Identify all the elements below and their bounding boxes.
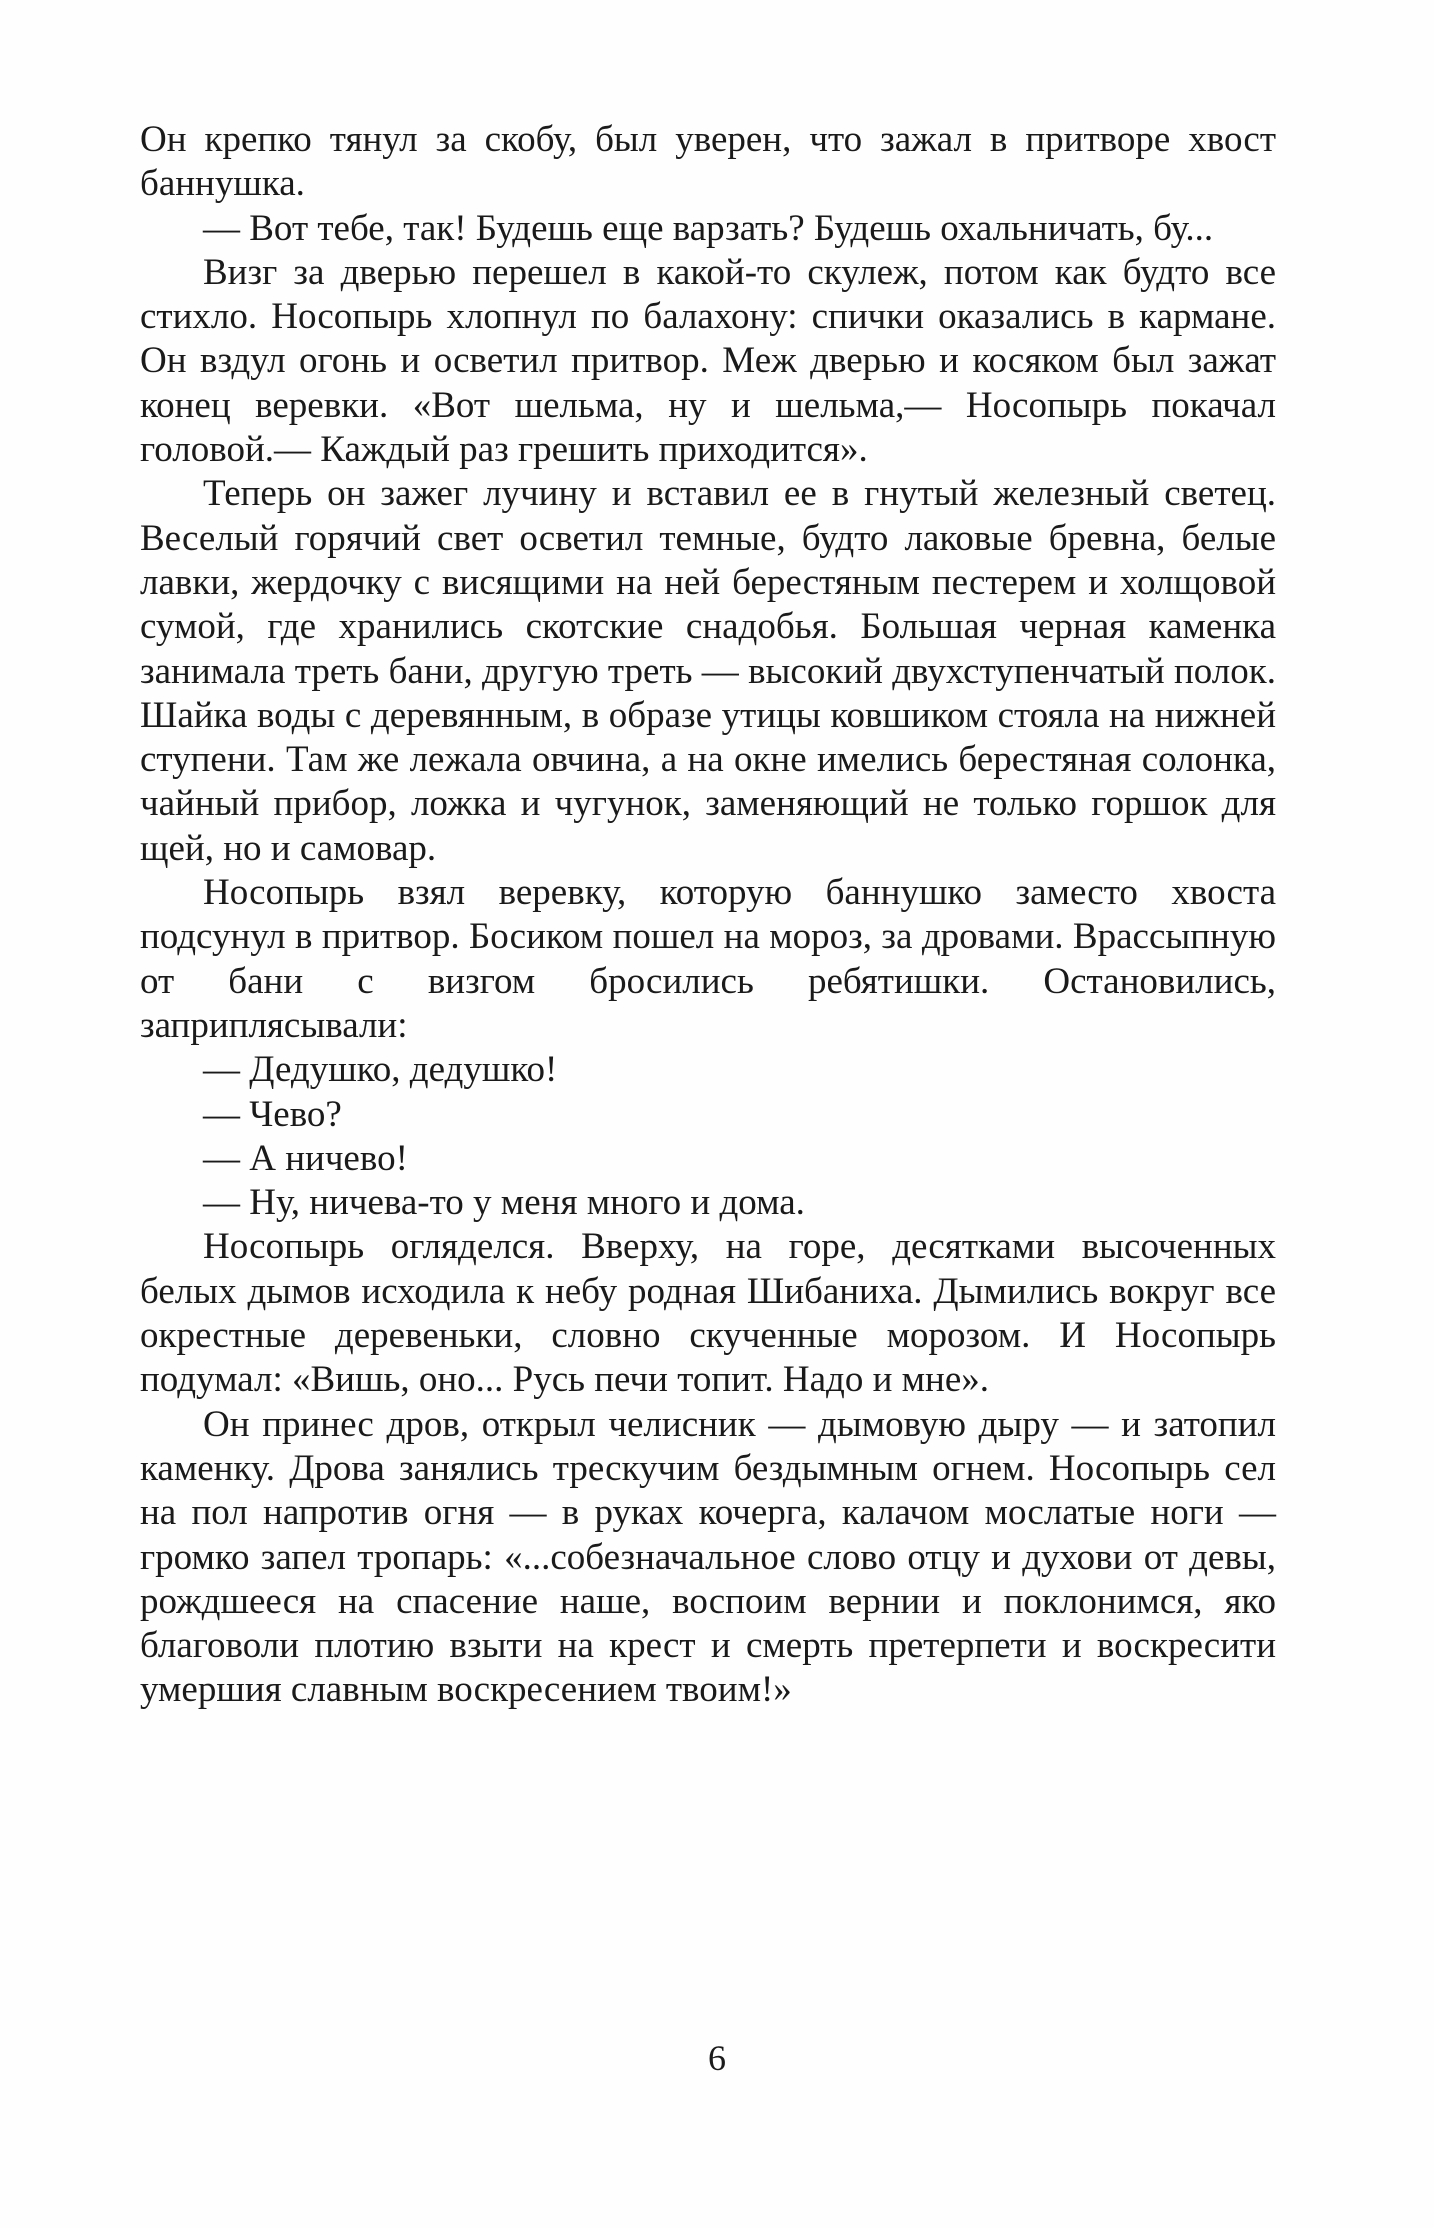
paragraph: Носопырь огляделся. Вверху, на горе, десятками высоченных белых дымов исходила к небу родная Шибаниха. Дымились вокруг все окрестные деревеньки, словно скученные морозом. И Носопырь подумал: «Вишь, оно... Русь печи топит. Надо и мне». — [140, 1226, 1276, 1401]
page-text — [140, 118, 1276, 1713]
dialogue-line: — А ничево! — [203, 1137, 408, 1179]
paragraph: Теперь он зажег лучину и вставил ее в гнутый железный светец. Веселый горячий свет осветил темные, будто лаковые бревна, белые лавки, жердочку с висящими на ней берестяным пестерем и холщовой сумой, где хранились скотские снадобья. Большая черная каменка занимала треть бани, другую треть — высокий двухступенчатый полок. Шайка воды с деревянным, в образе утицы ковшиком стояла на нижней ступени. Там же лежала овчина, а на окне имелись берестяная солонка, чайный прибор, ложка и чугунок, заменяющий не только горшок для щей, но и самовар. — [140, 473, 1276, 869]
paragraph: Он крепко тянул за скобу, был уверен, что зажал в притворе хвост баннушка. — [140, 119, 1276, 205]
dialogue-line: — Чево? — [203, 1093, 342, 1135]
paragraph: — Вот тебе, так! Будешь еще варзать? Будешь охальничать, бу... — [203, 207, 1214, 249]
paragraph: Он принес дров, открыл челисник — дымовую дыру — и затопил каменку. Дрова занялись трескучим бездымным огнем. Носопырь сел на пол напротив огня — в руках кочерга, калачом мослатые ноги — громко запел тропарь: «...собезначальное слово отцу и духови от девы, рождшееся на спасение наше, воспоим вернии и поклонимся, яко благоволи плотию взыти на крест и смерть претерпети и воскресити умершия славным воскресением твоим!» — [140, 1403, 1276, 1711]
page-number: 6 — [708, 2038, 726, 2078]
dialogue-line: — Ну, ничева-то у меня много и дома. — [203, 1182, 805, 1224]
dialogue-line: — Дедушко, дедушко! — [203, 1049, 558, 1091]
paragraph: Носопырь взял веревку, которую баннушко заместо хвоста подсунул в притвор. Босиком пошел на мороз, за дровами. Врассыпную от бани с визгом бросились ребятишки. Остановились, заприплясывали: — [140, 872, 1276, 1046]
paragraph: Визг за дверью перешел в какой-то скулеж, потом как будто все стихло. Носопырь хлопнул по балахону: спички оказались в кармане. Он вздул огонь и осветил притвор. Меж дверью и косяком был зажат конец веревки. «Вот шельма, ну и шельма,— Носопырь покачал головой.— Каждый раз грешить приходится». — [140, 251, 1276, 471]
